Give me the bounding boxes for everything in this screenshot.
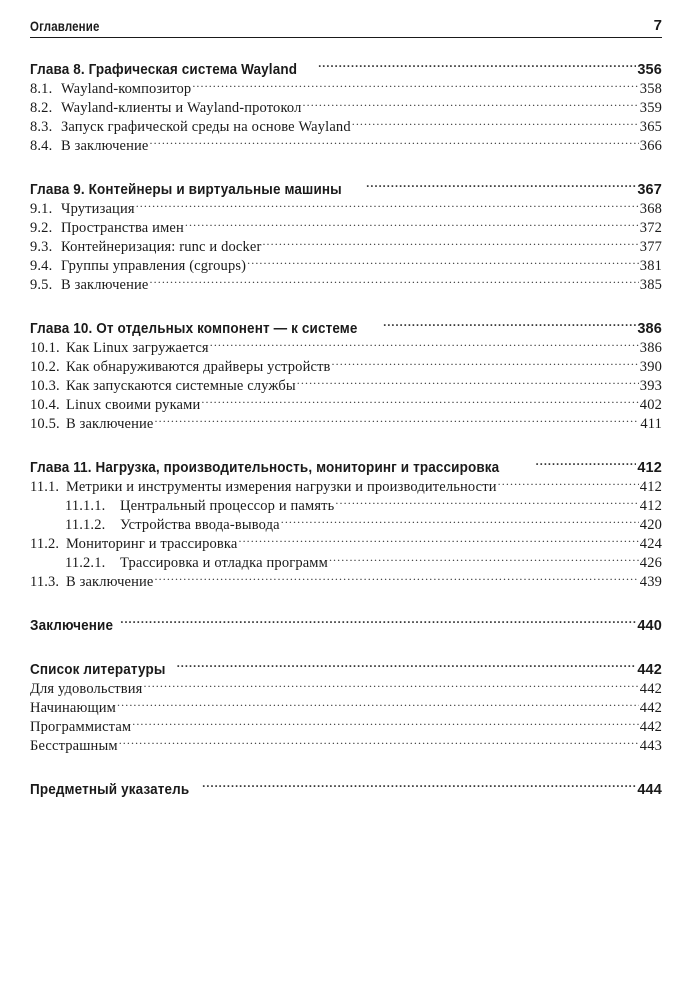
toc-section-number: 11.1.1. [65, 498, 106, 514]
toc-page-number: 412 [639, 498, 662, 514]
toc-page-number: 367 [637, 182, 662, 198]
toc-section-entry[interactable] [30, 712, 662, 735]
toc-section-number: 11.3. [30, 574, 60, 590]
dot-leader [262, 232, 638, 251]
dot-leader [335, 491, 638, 510]
toc-page-number: 443 [639, 738, 662, 754]
toc-entry-title: Заключение [30, 618, 114, 634]
dot-leader [329, 548, 639, 567]
dot-leader [120, 608, 636, 630]
toc-entry-title: Для удовольствия [30, 681, 143, 697]
toc-section-number: 9.5. [30, 277, 53, 293]
toc-page-number: 393 [639, 378, 662, 394]
header-rule [30, 37, 662, 38]
dot-leader [150, 131, 639, 150]
toc-entry-title: Центральный процессор и память [120, 498, 335, 514]
toc-section-number: 8.3. [30, 119, 53, 135]
toc-entry-title: Пространства имен [61, 220, 184, 236]
toc-page-number: 390 [639, 359, 662, 375]
dot-leader [352, 112, 639, 131]
dot-leader [332, 352, 639, 371]
toc-page-number: 442 [639, 719, 662, 735]
toc-section-number: 11.1.2. [65, 517, 106, 533]
toc-page-number: 368 [639, 201, 662, 217]
toc-chapter-entry[interactable] [30, 772, 662, 798]
toc-entry-title: Контейнеризация: runc и docker [61, 239, 262, 255]
toc-gap [30, 630, 662, 652]
toc-page-number: 381 [639, 258, 662, 274]
toc-page-number: 377 [639, 239, 662, 255]
toc-page-number: 412 [639, 479, 662, 495]
toc-chapter-entry[interactable] [30, 608, 662, 634]
toc-page-number: 439 [639, 574, 662, 590]
toc-entry-title: Глава 8. Графическая система Wayland [30, 62, 298, 78]
toc-page-number: 358 [639, 81, 662, 97]
toc-page-number: 385 [639, 277, 662, 293]
toc-section-number: 9.3. [30, 239, 53, 255]
toc-entry-title: Глава 10. От отдельных компонент — к системе [30, 321, 358, 337]
dot-leader [281, 510, 639, 529]
header-page-number: 7 [653, 17, 662, 34]
toc-entry-title: Программистам [30, 719, 132, 735]
toc-page-number: 386 [639, 340, 662, 356]
toc-page-number: 356 [637, 62, 662, 78]
toc-page-number: 444 [637, 782, 662, 798]
dot-leader [210, 333, 639, 352]
toc-entry-title: Устройства ввода-вывода [120, 517, 280, 533]
table-of-contents [30, 52, 662, 798]
toc-section-number: 8.1. [30, 81, 53, 97]
toc-entry-title: Как Linux загружается [66, 340, 209, 356]
toc-section-number: 10.5. [30, 416, 60, 432]
dot-leader [383, 311, 636, 333]
toc-entry-title: Глава 9. Контейнеры и виртуальные машины [30, 182, 342, 198]
toc-section-number: 10.4. [30, 397, 60, 413]
toc-page-number: 359 [639, 100, 662, 116]
dot-leader [144, 674, 639, 693]
toc-chapter-entry[interactable] [30, 652, 662, 678]
toc-entry-title: Запуск графической среды на основе Wayland [61, 119, 351, 135]
toc-entry-title: Начинающим [30, 700, 117, 716]
toc-section-entry[interactable] [30, 693, 662, 716]
toc-section-number: 9.2. [30, 220, 53, 236]
toc-section-entry[interactable] [30, 731, 662, 754]
toc-section-number: 8.4. [30, 138, 53, 154]
dot-leader [177, 652, 637, 674]
dot-leader [132, 712, 639, 731]
toc-page-number: 411 [640, 416, 662, 432]
toc-entry-title: В заключение [66, 416, 154, 432]
dot-leader [366, 172, 636, 194]
toc-section-number: 8.2. [30, 100, 53, 116]
toc-page-number: 402 [639, 397, 662, 413]
toc-entry-title: Как обнаруживаются драйверы устройств [66, 359, 331, 375]
dot-leader [303, 93, 639, 112]
toc-entry-title: Трассировка и отладка программ [120, 555, 328, 571]
toc-page-number: 442 [639, 681, 662, 697]
dot-leader [297, 371, 639, 390]
header-title: Оглавление [30, 18, 100, 34]
toc-entry-title: Wayland-композитор [61, 81, 192, 97]
dot-leader [119, 731, 639, 750]
toc-entry-title: Предметный указатель [30, 782, 190, 798]
toc-chapter-entry[interactable] [30, 52, 662, 78]
toc-chapter-entry[interactable] [30, 311, 662, 337]
dot-leader [185, 213, 639, 232]
toc-entry-title: В заключение [61, 277, 149, 293]
toc-chapter-entry[interactable] [30, 172, 662, 198]
toc-entry-title: Wayland-клиенты и Wayland-протокол [61, 100, 302, 116]
toc-page-number: 372 [639, 220, 662, 236]
toc-page-number: 420 [639, 517, 662, 533]
toc-entry-title: Бесстрашным [30, 738, 118, 754]
dot-leader [155, 567, 639, 586]
dot-leader [201, 390, 638, 409]
toc-entry-title: Как запускаются системные службы [66, 378, 296, 394]
dot-leader [498, 472, 639, 491]
dot-leader [150, 270, 639, 289]
toc-entry-title: Список литературы [30, 662, 166, 678]
toc-page-number: 440 [637, 618, 662, 634]
toc-section-number: 9.4. [30, 258, 53, 274]
dot-leader [192, 74, 638, 93]
dot-leader [247, 251, 639, 270]
running-header [30, 16, 662, 38]
toc-page-number: 366 [639, 138, 662, 154]
toc-chapter-entry[interactable] [30, 450, 662, 476]
toc-entry-title: Метрики и инструменты измерения нагрузки и производительности [66, 479, 497, 495]
toc-page-number: 442 [637, 662, 662, 678]
toc-gap [30, 750, 662, 772]
toc-page-number: 412 [637, 460, 662, 476]
toc-page-number: 442 [639, 700, 662, 716]
toc-section-number: 10.3. [30, 378, 60, 394]
dot-leader [136, 194, 639, 213]
toc-page-number: 424 [639, 536, 662, 552]
toc-entry-title: Чрутизация [61, 201, 135, 217]
toc-entry-title: Linux своими руками [66, 397, 201, 413]
toc-entry-title: В заключение [61, 138, 149, 154]
dot-leader [155, 409, 640, 428]
toc-section-number: 10.2. [30, 359, 60, 375]
toc-page-number: 386 [637, 321, 662, 337]
toc-page-number: 365 [639, 119, 662, 135]
dot-leader [536, 450, 637, 472]
toc-section-number: 11.2. [30, 536, 60, 552]
toc-entry-title: Группы управления (cgroups) [61, 258, 247, 274]
toc-section-number: 10.1. [30, 340, 60, 356]
dot-leader [117, 693, 639, 712]
toc-entry-title: В заключение [66, 574, 154, 590]
dot-leader [318, 52, 636, 74]
toc-section-number: 11.1. [30, 479, 60, 495]
toc-page-number: 426 [639, 555, 662, 571]
dot-leader [202, 772, 636, 794]
toc-section-number: 9.1. [30, 201, 53, 217]
toc-section-number: 11.2.1. [65, 555, 106, 571]
toc-entry-title: Мониторинг и трассировка [66, 536, 238, 552]
toc-entry-title: Глава 11. Нагрузка, производительность, мониторинг и трассировка [30, 460, 500, 476]
dot-leader [238, 529, 638, 548]
